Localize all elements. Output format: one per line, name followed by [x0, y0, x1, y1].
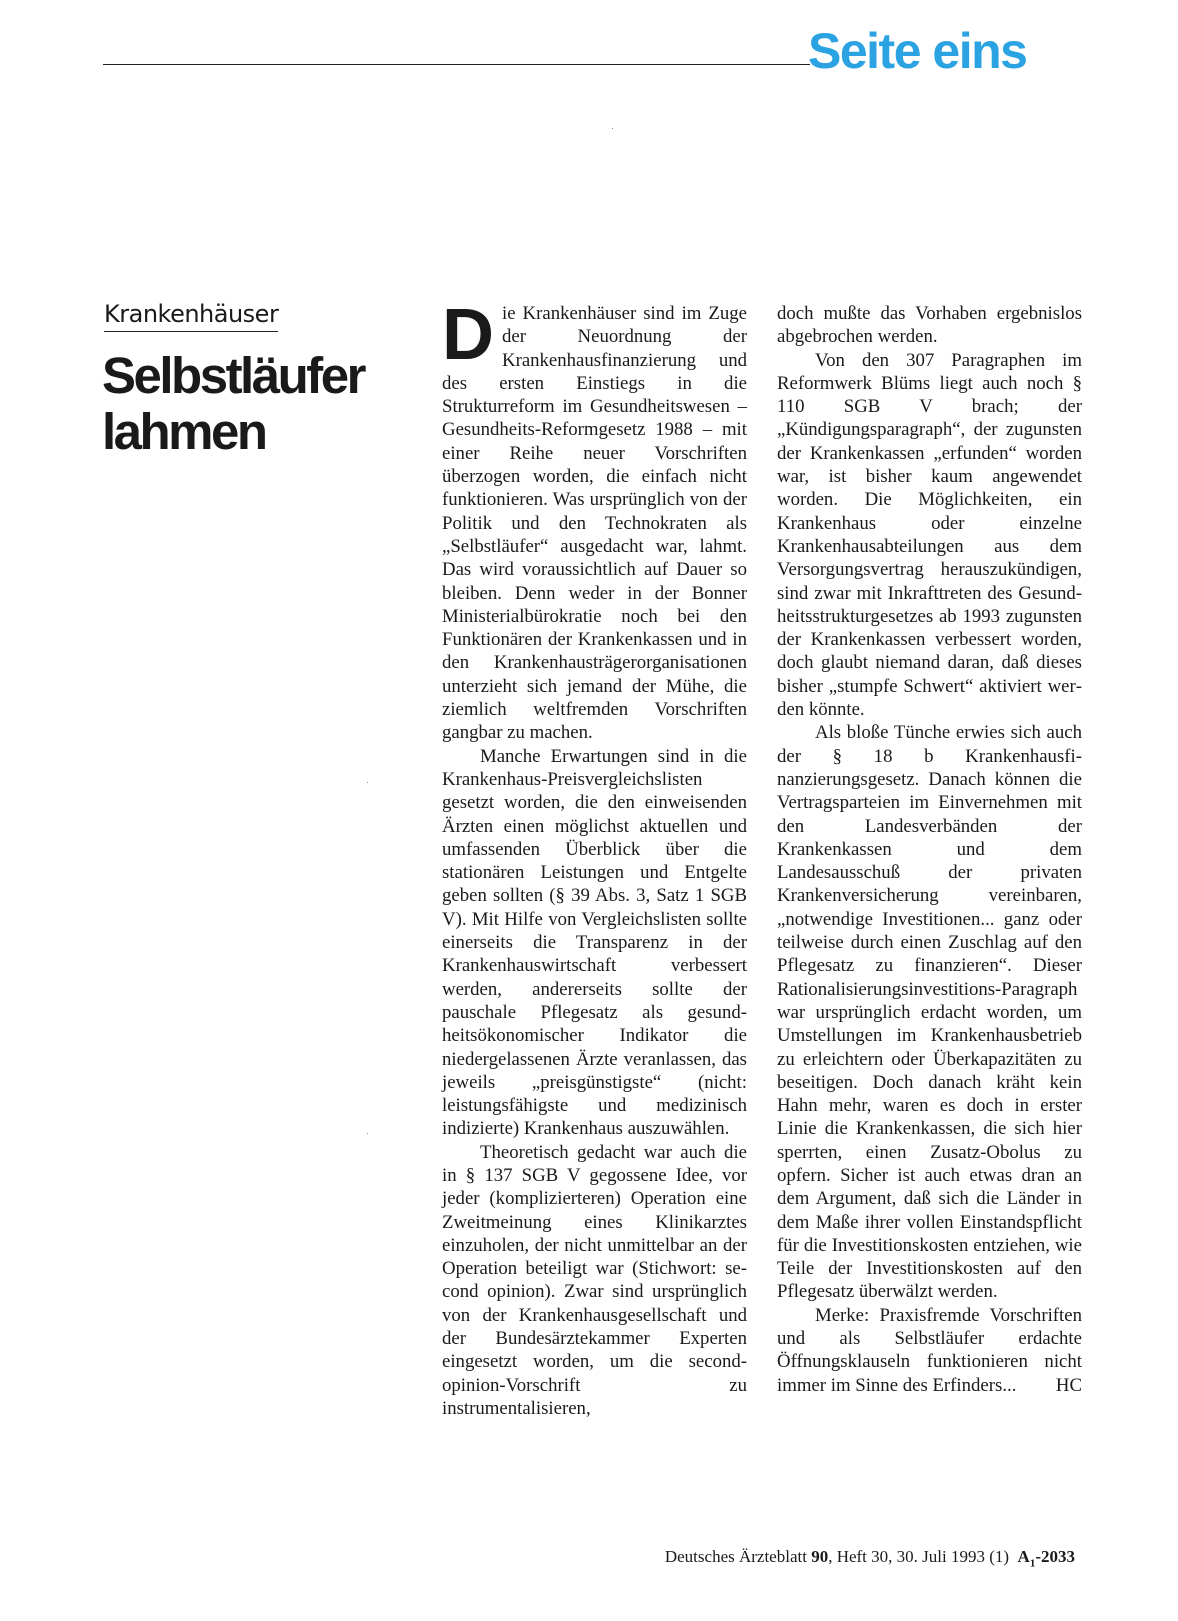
paragraph-5: Als bloße Tünche erwies sich auch der § 18 b Krankenhausfinanzierungsgesetz. Danach können die Vertragsparteien im Einvernehmen mit den Landesverbänden der Krankenkassen und dem Landesausschuß der privaten Krankenversicherung vereinbaren, „notwendige Investitionen... ganz oder teilweise durch einen Zuschlag auf den Pflegesatz zu finanzieren“. Dieser Rationalisierungsinvestitions-Paragraph war ursprünglich erdacht worden, um Umstellungen im Krankenhausbetrieb zu erleichtern oder Überkapazitäten zu beseitigen. Doch danach kräht kein Hahn mehr, waren es doch in erster Linie die Krankenkassen, die sich hier sperrten, einen Zusatz-Obolus zu opfern. Sicher ist auch etwas dran an dem Argument, daß sich die Länder in dem Maße ihrer vollen Einstandspflicht für die Investitionskosten entziehen, wie Teile der Investitionskosten auf den Pflegesatz überwälzt werden.	[777, 722, 1082, 1303]
page-sub: 1	[1029, 1557, 1036, 1570]
page-footer	[665, 1548, 1075, 1569]
journal-volume: 90	[811, 1547, 829, 1566]
paragraph-6	[777, 1304, 1082, 1397]
header-rule	[103, 64, 810, 65]
article-column-2	[777, 302, 1082, 1397]
scan-speck	[612, 128, 613, 129]
author-signature: HC	[1055, 1374, 1082, 1396]
scan-speck	[367, 782, 368, 783]
paragraph-3: Theoretisch gedacht war auch die in § 137 SGB V gegossene Idee, vor jeder (komplizierteren) Operation eine Zweitmeinung eines Klinikarztes einzuholen, der nicht unmittelbar an der Operation beteiligt war (Stichwort: second opinion). Zwar sind ursprünglich von der Krankenhausgesellschaft und der Bundesärztekammer Experten eingesetzt worden, um die second-opinion-Vorschrift zu instrumentalisieren,	[442, 1141, 747, 1419]
scan-speck	[367, 1133, 368, 1134]
paragraph-2: Manche Erwartungen sind in die Krankenhaus-Preisvergleichslisten gesetzt worden, die den einweisenden Ärzten einen möglichst aktuellen und umfassenden Überblick über die stationären Leistungen und Entgelte geben sollten (§ 39 Abs. 3, Satz 1 SGB V). Mit Hilfe von Vergleichslisten sollte einerseits die Transparenz in der Krankenhauswirtschaft verbessert werden, andererseits sollte der pauschale Pflegesatz als gesundheitsökonomischer Indikator die niedergelassenen Ärzte veranlassen, das jeweils „preisgünstigste“ (nicht: leistungsfähigste und medizinisch indizierte) Krankenhaus auszuwählen.	[442, 745, 747, 1140]
page-number	[1017, 1547, 1075, 1570]
paragraph-6-text: Merke: Praxisfremde Vorschriften und als Selbstläufer erdachte Öffnungsklauseln funktionieren nicht immer im Sinne des Erfinders...	[777, 1304, 1082, 1396]
paragraph-1	[442, 295, 747, 745]
page-number-value: -2033	[1035, 1547, 1075, 1566]
issue-date: , Heft 30, 30. Juli 1993 (1)	[828, 1547, 1010, 1566]
paragraph-4: Von den 307 Paragraphen im Reformwerk Blüms liegt auch noch § 110 SGB V brach; der „Kündigungsparagraph“, der zugunsten der Krankenkassen „erfunden“ worden war, ist bisher kaum angewendet worden. Die Möglichkeiten, ein Krankenhaus oder einzelne Krankenhausabteilungen aus dem Versorgungsvertrag herauszukündigen, sind zwar mit Inkrafttreten des Gesundheitsstrukturgesetzes ab 1993 zugunsten der Krankenkassen verbessert worden, doch glaubt niemand daran, daß dieses bisher „stumpfe Schwert“ aktiviert werden könnte.	[777, 349, 1082, 721]
journal-name: Deutsches Ärzteblatt	[664, 1547, 807, 1566]
page-prefix: A	[1017, 1547, 1030, 1566]
headline-line-1: Selbstläufer	[102, 347, 364, 404]
paragraph-1-text: ie Krankenhäuser sind im Zuge der Neuordnung der Krankenhausfinanzierung und des ersten Einstiegs in die Strukturreform im Gesundheitswesen – Gesundheits-Reformgesetz 1988 – mit einer Reihe neuer Vorschriften überzogen worden, die einfach nicht funktionieren. Was ursprünglich von der Politik und den Technokraten als „Selbstläufer“ ausgedacht war, lahmt. Das wird voraussichtlich auf Dauer so bleiben. Denn weder in der Bonner Ministerialbürokratie noch bei den Funktionären der Krankenkassen und in den Krankenhausträgerorganisationen unterzieht sich jemand der Mühe, die ziemlich weltfremden Vorschriften gangbar zu machen.	[442, 303, 747, 744]
headline-line-2: lahmen	[102, 403, 266, 460]
paragraph-3-continued: doch mußte das Vorhaben ergebnislos abgebrochen werden.	[777, 303, 1082, 348]
section-title: Seite eins	[808, 23, 1027, 79]
drop-cap: D	[442, 295, 494, 375]
article-column-1	[442, 295, 747, 1420]
article-headline	[102, 348, 422, 460]
article-kicker: Krankenhäuser	[104, 302, 278, 332]
